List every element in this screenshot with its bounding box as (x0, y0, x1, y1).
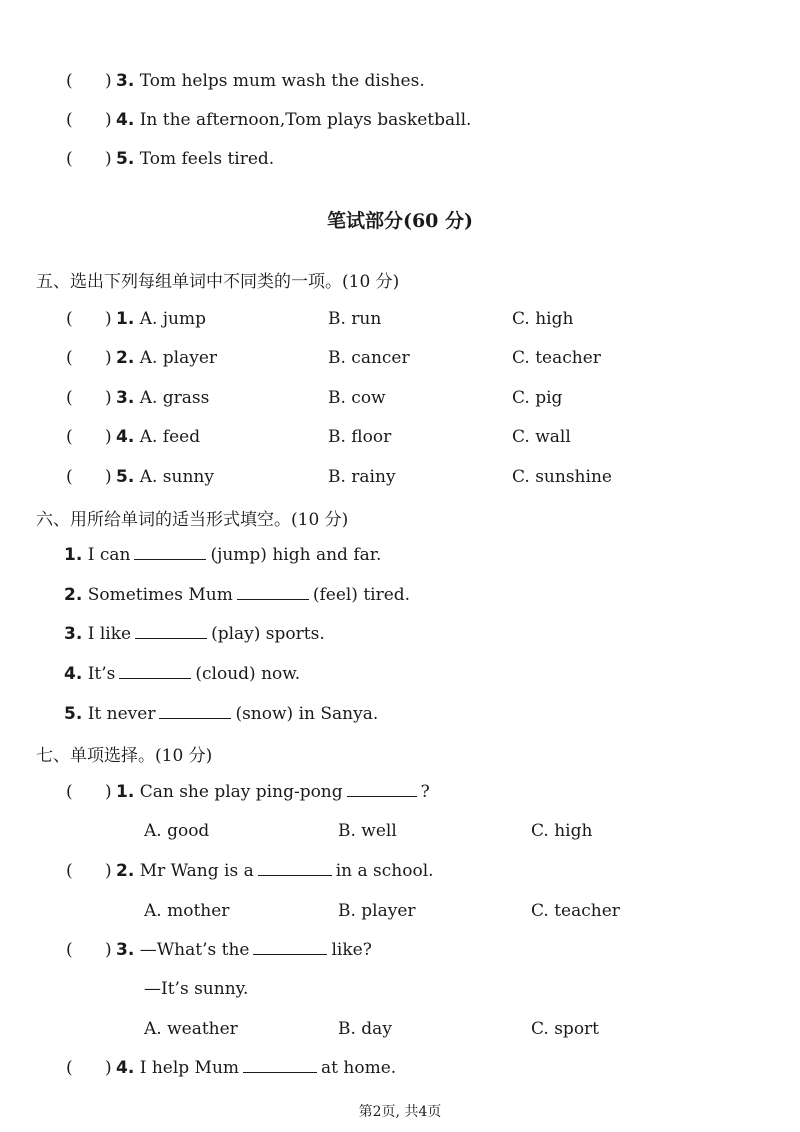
option-c: C. sport (531, 1019, 600, 1039)
answer-paren[interactable]: ( ) (66, 782, 112, 802)
section-5-heading: 五、选出下列每组单词中不同类的一项。(10 分) (36, 272, 400, 292)
answer-paren[interactable]: ( ) (66, 71, 112, 91)
item-number: 3. (116, 940, 135, 960)
question-text-after: at home. (321, 1058, 397, 1078)
page-number: 第2页, 共4页 (358, 1104, 442, 1120)
item-number: 5. (64, 704, 83, 724)
answer-paren[interactable]: ( ) (66, 861, 112, 881)
answer-paren[interactable]: ( ) (66, 1058, 112, 1078)
question-text-after: ? (420, 782, 430, 802)
option-a: A. feed (134, 427, 201, 447)
item-number: 4. (116, 1058, 135, 1078)
option-c: C. high (512, 309, 574, 329)
item-number: 4. (64, 664, 83, 684)
fill-blank[interactable] (237, 585, 309, 600)
item-text-after: (jump) high and far. (210, 545, 382, 565)
option-b: B. rainy (328, 467, 396, 487)
option-a: A. jump (134, 309, 207, 329)
option-c: C. wall (512, 427, 571, 447)
section-7-heading: 七、单项选择。(10 分) (36, 746, 213, 766)
item-number: 5. (116, 149, 135, 169)
option-c: C. teacher (531, 901, 620, 921)
item-number: 1. (116, 782, 135, 802)
section-6-heading: 六、用所给单词的适当形式填空。(10 分) (36, 510, 349, 530)
answer-paren[interactable]: ( ) (66, 149, 112, 169)
item-number: 3. (64, 624, 83, 644)
answer-paren[interactable]: ( ) (66, 940, 112, 960)
item-number: 2. (116, 861, 135, 881)
option-c: C. teacher (512, 348, 601, 368)
fill-blank[interactable] (119, 664, 191, 679)
item-text: Tom helps mum wash the dishes. (134, 71, 425, 91)
answer-paren[interactable]: ( ) (66, 467, 112, 487)
page-title: 笔试部分(60 分) (326, 210, 474, 232)
answer-paren[interactable]: ( ) (66, 388, 112, 408)
section-6-item-1 (64, 544, 381, 566)
question-text-after: in a school. (335, 861, 434, 881)
option-b: B. cancer (328, 348, 410, 368)
item-text: In the afternoon,Tom plays basketball. (134, 110, 472, 130)
section-6-item-4 (64, 663, 300, 685)
item-text-before: It’s (82, 664, 116, 684)
question-text-before: Can she play ping-pong (134, 782, 343, 802)
item-text-before: I can (82, 545, 131, 565)
option-c: C. pig (512, 388, 563, 408)
section-6-item-2 (64, 584, 410, 606)
section-7-question-3-reply: —It’s sunny. (144, 979, 249, 999)
option-a: A. good (144, 821, 210, 841)
item-number: 4. (116, 110, 135, 130)
item-number: 4. (116, 427, 135, 447)
item-number: 5. (116, 467, 135, 487)
item-number: 1. (64, 545, 83, 565)
item-number: 3. (116, 388, 135, 408)
option-a: A. weather (144, 1019, 238, 1039)
item-text-after: (feel) tired. (312, 585, 411, 605)
item-text: Tom feels tired. (134, 149, 275, 169)
option-b: B. player (338, 901, 416, 921)
question-text-before: I help Mum (134, 1058, 240, 1078)
item-text-after: (cloud) now. (195, 664, 301, 684)
option-b: B. well (338, 821, 397, 841)
section-6-item-5 (64, 703, 378, 725)
option-b: B. cow (328, 388, 386, 408)
question-text-after: like? (331, 940, 372, 960)
option-c: C. high (531, 821, 593, 841)
item-text-before: Sometimes Mum (82, 585, 233, 605)
answer-paren[interactable]: ( ) (66, 348, 112, 368)
option-b: B. day (338, 1019, 392, 1039)
fill-blank[interactable] (258, 861, 332, 876)
answer-paren[interactable]: ( ) (66, 110, 112, 130)
option-c: C. sunshine (512, 467, 612, 487)
item-text-before: It never (82, 704, 156, 724)
question-text-before: —What’s the (134, 940, 250, 960)
fill-blank[interactable] (135, 624, 207, 639)
item-number: 1. (116, 309, 135, 329)
fill-blank[interactable] (243, 1058, 317, 1073)
item-number: 2. (116, 348, 135, 368)
option-a: A. sunny (134, 467, 214, 487)
fill-blank[interactable] (347, 782, 417, 797)
item-text-before: I like (82, 624, 132, 644)
option-b: B. floor (328, 427, 392, 447)
fill-blank[interactable] (134, 545, 206, 560)
question-text-before: Mr Wang is a (134, 861, 254, 881)
fill-blank[interactable] (159, 704, 231, 719)
item-number: 3. (116, 71, 135, 91)
option-b: B. run (328, 309, 382, 329)
option-a: A. mother (144, 901, 230, 921)
option-a: A. player (134, 348, 218, 368)
fill-blank[interactable] (253, 940, 327, 955)
answer-paren[interactable]: ( ) (66, 309, 112, 329)
section-6-item-3 (64, 623, 325, 645)
item-text-after: (play) sports. (211, 624, 325, 644)
option-a: A. grass (134, 388, 210, 408)
item-text-after: (snow) in Sanya. (235, 704, 379, 724)
answer-paren[interactable]: ( ) (66, 427, 112, 447)
item-number: 2. (64, 585, 83, 605)
